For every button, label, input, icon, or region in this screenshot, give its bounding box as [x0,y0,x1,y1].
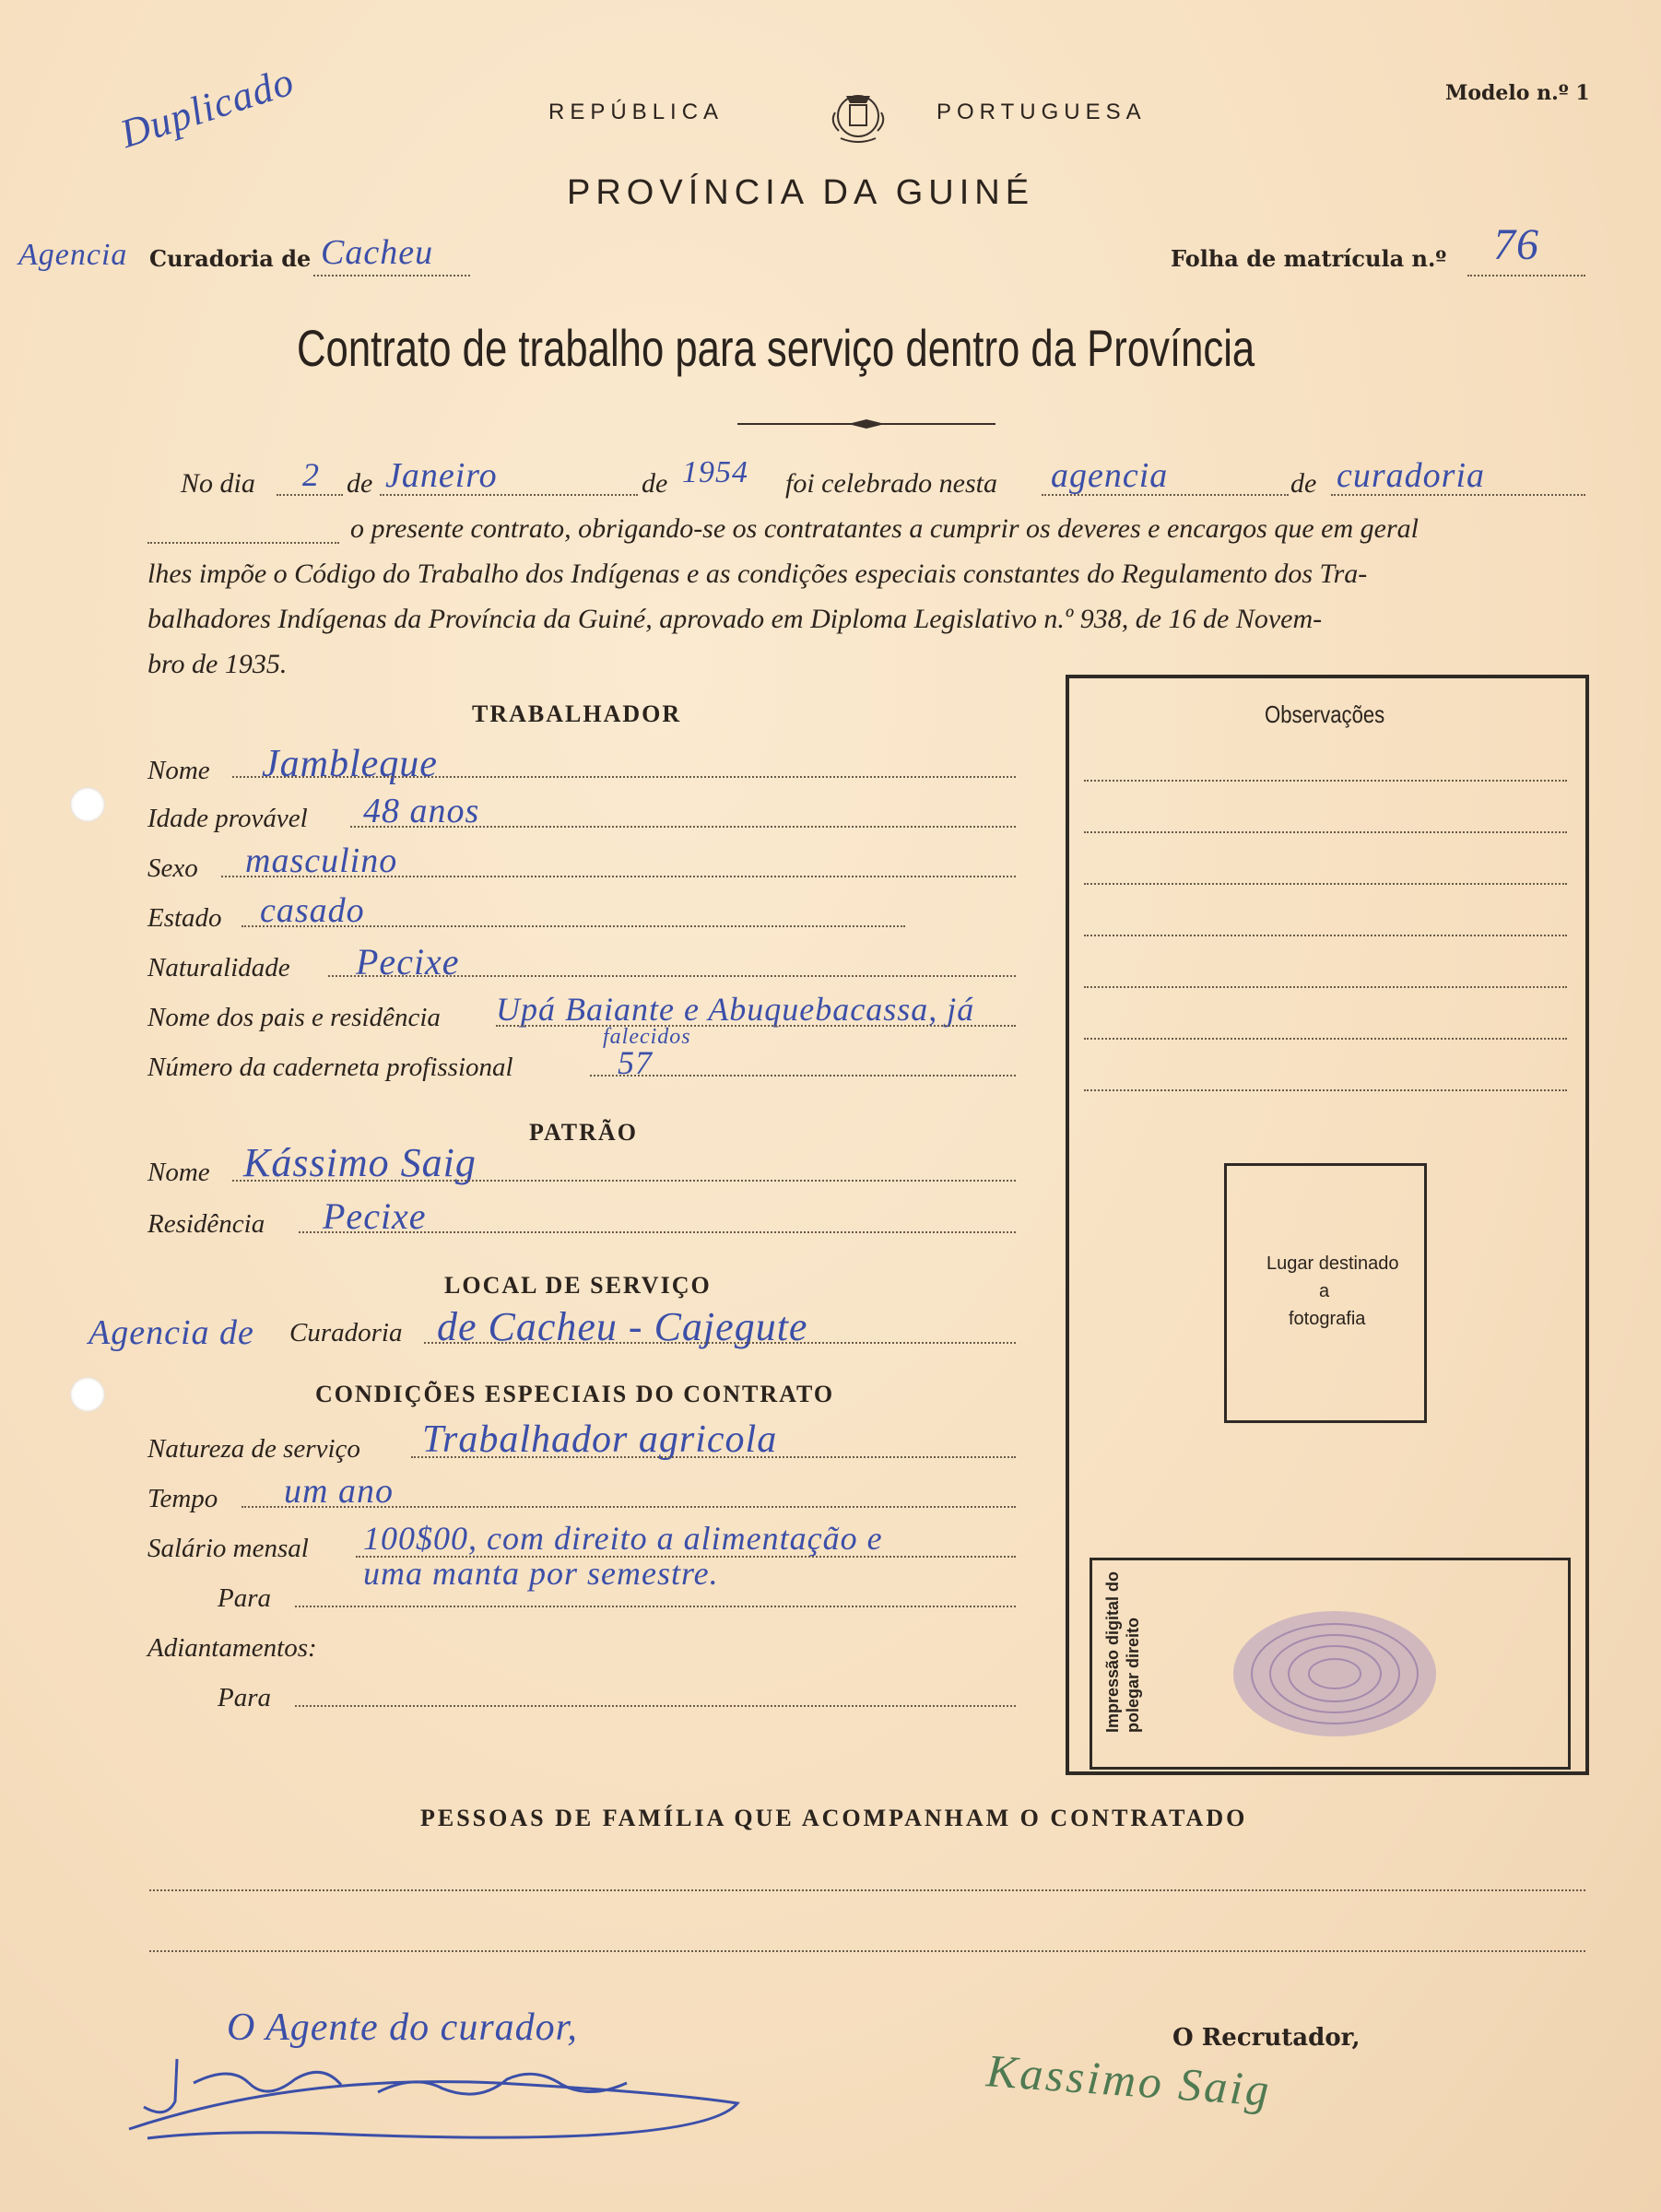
salario-value-2: uma manta por semestre. [363,1555,719,1592]
province-title: PROVÍNCIA DA GUINÉ [567,173,1035,212]
photo-label-2: a [1319,1281,1330,1301]
patrao-heading: PATRÃO [529,1119,638,1146]
local-prefix: Agencia de [88,1313,254,1352]
salario-value: 100$00, com direito a alimentação e [363,1520,883,1557]
duplicate-mark: Duplicado [114,58,300,158]
intro-line2: o presente contrato, obrigando-se os contratantes a cumprir os deveres e encargos que em geral [350,513,1419,544]
folha-label: Folha de matrícula n.º [1171,245,1447,272]
sexo-label: Sexo [147,853,198,883]
agente-label: O Agente do curador, [227,2006,578,2049]
coat-of-arms-icon [828,85,889,149]
intro-month: Janeiro [385,456,498,495]
naturalidade-value: Pecixe [356,941,460,982]
thumbprint-mark [1226,1604,1447,1742]
intro-de3: de [1290,468,1317,499]
agency-handwritten: Agencia [18,238,128,272]
salario-label: Salário mensal [147,1534,309,1563]
republic-right: PORTUGUESA [937,100,1147,124]
intro-day: 2 [302,456,320,493]
para2-label: Para [218,1683,271,1712]
intro-de1: de [347,468,373,499]
intro-place: agencia [1051,456,1169,495]
tempo-label: Tempo [147,1484,218,1513]
sexo-value: masculino [245,841,398,880]
photo-label-1: Lugar destinado [1266,1253,1399,1274]
intro-celebrado: foi celebrado nesta [785,468,997,499]
curadoria-value: Cacheu [321,233,434,272]
caderneta-value: 57 [618,1044,653,1081]
recrutador-label: O Recrutador, [1172,2024,1361,2052]
local-heading: LOCAL DE SERVIÇO [444,1272,712,1299]
intro-line5: bro de 1935. [147,649,288,679]
model-number: Modelo n.º 1 [1445,81,1590,105]
caderneta-label: Número da caderneta profissional [147,1053,513,1082]
familia-heading: PESSOAS DE FAMÍLIA QUE ACOMPANHAM O CONTRATADO [420,1805,1248,1831]
punch-hole-bottom [70,1377,105,1412]
residencia-label: Residência [147,1209,265,1239]
estado-label: Estado [147,903,222,933]
intro-year: 1954 [682,455,748,489]
idade-value: 48 anos [363,792,480,830]
pais-value-2: falecidos [603,1025,691,1049]
idade-label: Idade provável [147,804,308,833]
natureza-value: Trabalhador agricola [422,1418,778,1461]
condicoes-heading: CONDIÇÕES ESPECIAIS DO CONTRATO [315,1381,835,1407]
trabalhador-heading: TRABALHADOR [472,700,682,727]
page-title: Contrato de trabalho para serviço dentro da Província [297,319,1255,377]
local-value: de Cacheu - Cajegute [437,1304,808,1349]
intro-place2: curadoria [1337,456,1485,495]
punch-hole-top [70,787,105,822]
folha-value: 76 [1493,220,1539,269]
estado-value: casado [260,891,365,930]
patrao-nome-value: Kássimo Saig [243,1140,477,1185]
intro-de2: de [642,468,668,499]
intro-no-dia: No dia [181,468,255,499]
republic-left: REPÚBLICA [548,100,724,124]
tempo-value: um ano [284,1472,394,1511]
nome-label: Nome [147,756,210,785]
agente-signature [111,2018,756,2147]
curadoria-label: Curadoria de [149,245,312,272]
recrutador-signature: Kassimo Saig [984,2044,1274,2116]
pais-label: Nome dos pais e residência [147,1003,441,1032]
natureza-label: Natureza de serviço [147,1434,360,1464]
nome-value: Jambleque [262,743,438,785]
divider-ornament [737,417,995,429]
patrao-nome-label: Nome [147,1158,210,1187]
adiantamentos-label: Adiantamentos: [147,1633,317,1663]
naturalidade-label: Naturalidade [147,953,290,982]
photo-label-3: fotografia [1289,1309,1366,1329]
local-label: Curadoria [289,1318,403,1347]
intro-line3: lhes impõe o Código do Trabalho dos Indígenas e as condições especiais constantes do Regulamento dos Tra- [147,559,1368,589]
observacoes-label: Observações [1265,700,1385,728]
residencia-value: Pecixe [323,1195,427,1237]
pais-value: Upá Baiante e Abuquebacassa, já [496,991,975,1028]
thumbprint-label: Impressão digital do polegar direito [1103,1571,1142,1733]
intro-line4: balhadores Indígenas da Província da Guiné, aprovado em Diploma Legislativo n.º 938, de 16 de Novem- [147,604,1323,634]
para1-label: Para [218,1583,271,1613]
